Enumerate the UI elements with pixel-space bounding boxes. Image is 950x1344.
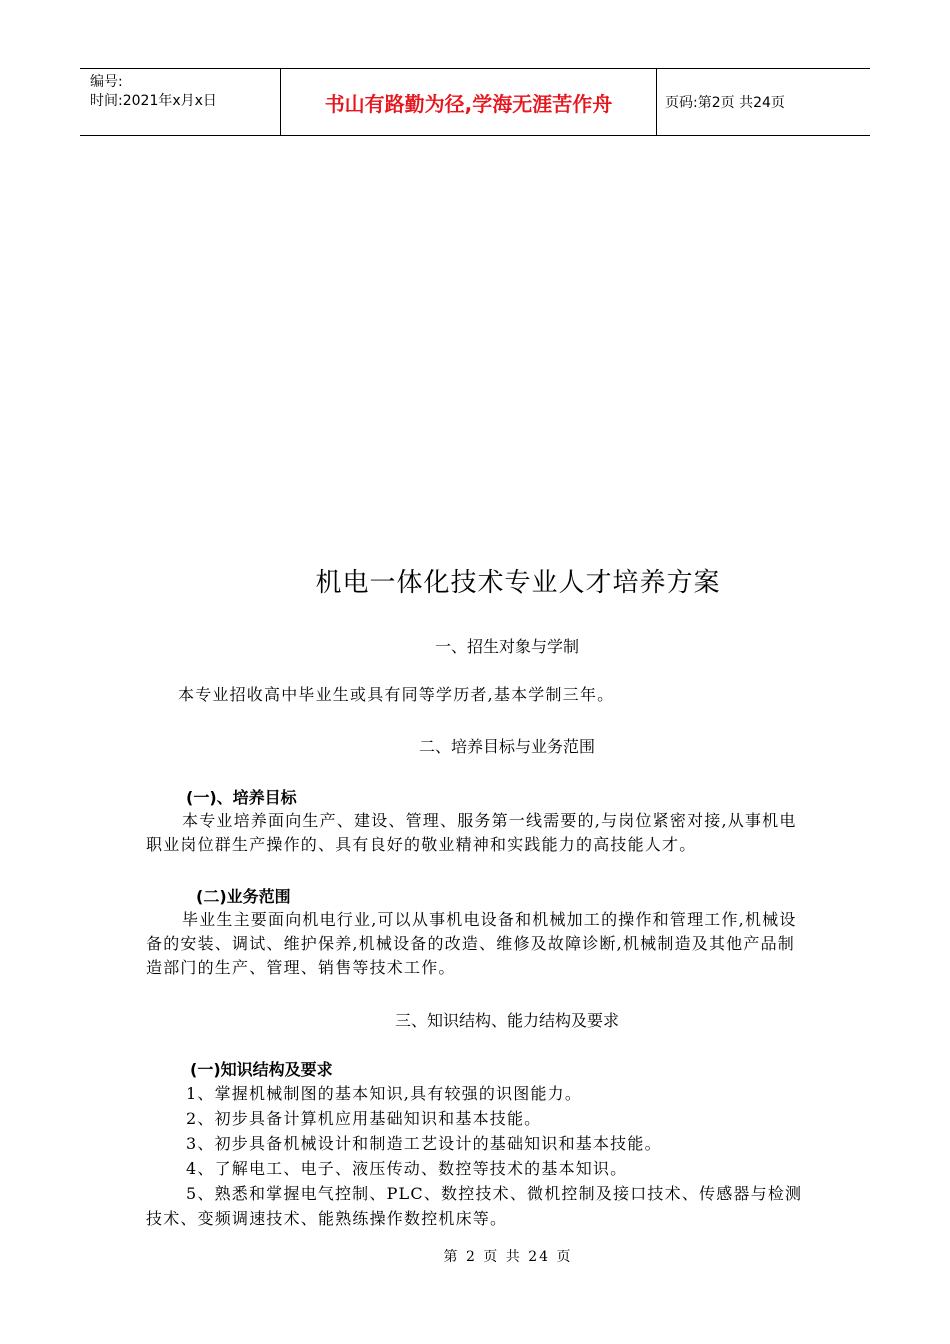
- section-1-text: 本专业招收高中毕业生或具有同等学历者,基本学制三年。: [178, 685, 615, 704]
- subsection-heading-knowledge: (一)知识结构及要求: [190, 1060, 333, 1079]
- time-label: 时间:2021年x月x日: [90, 93, 217, 109]
- number-label: 编号:: [90, 74, 123, 90]
- list-item: 1、掌握机械制图的基本知识,具有较强的识图能力。: [186, 1084, 583, 1103]
- section-heading-1: 一、招生对象与学制: [434, 637, 579, 656]
- header-motto: 书山有路勤为径,学海无涯苦作舟: [281, 69, 657, 135]
- section-heading-3: 三、知识结构、能力结构及要求: [394, 1011, 619, 1030]
- document-title: 机电一体化技术专业人才培养方案: [315, 568, 721, 598]
- subsection-heading-training-goal: (一)、培养目标: [186, 788, 297, 807]
- training-goal-text: 本专业培养面向生产、建设、管理、服务第一线需要的,与岗位紧密对接,从事机电职业岗位群生产操作的、具有良好的敬业精神和实践能力的高技能人才。: [146, 811, 797, 854]
- section-heading-2: 二、培养目标与业务范围: [418, 737, 595, 756]
- header-page-info: 页码:第2页 共24页: [665, 95, 785, 111]
- list-item: 5、熟悉和掌握电气控制、PLC、数控技术、微机控制及接口技术、传感器与检测技术、变频调速技术、能熟练操作数控机床等。: [146, 1184, 803, 1228]
- list-item: 4、了解电工、电子、液压传动、数控等技术的基本知识。: [186, 1159, 628, 1178]
- header-meta: [80, 69, 281, 135]
- list-item: 2、初步具备计算机应用基础知识和基本技能。: [186, 1109, 542, 1128]
- list-item: 3、初步具备机械设计和制造工艺设计的基础知识和基本技能。: [186, 1134, 662, 1153]
- page-header: [80, 68, 870, 136]
- subsection-heading-business-scope: (二)业务范围: [196, 887, 291, 906]
- business-scope-text: 毕业生主要面向机电行业,可以从事机电设备和机械加工的操作和管理工作,机械设备的安装、调试、维护保养,机械设备的改造、维修及故障诊断,机械制造及其他产品制造部门的生产、管理、销售等技术工作。: [146, 910, 797, 977]
- page-footer: 第 2 页 共 24 页: [443, 1249, 573, 1265]
